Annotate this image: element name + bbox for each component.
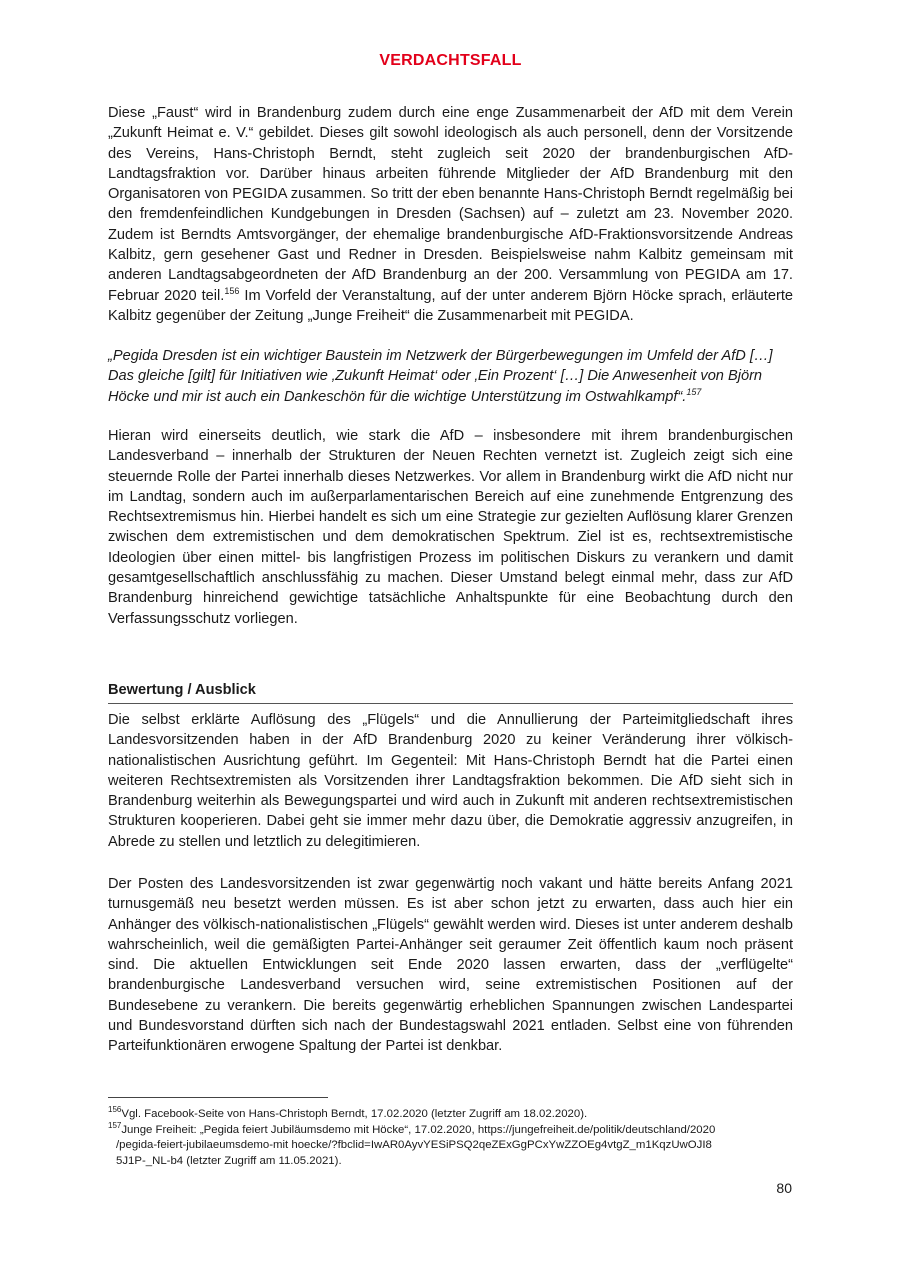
page-header-title: VERDACHTSFALL [379, 52, 522, 69]
quote-text: „Pegida Dresden ist ein wichtiger Baustein im Netzwerk der Bürgerbewegungen im Umfeld der AfD […] Das gleiche [gilt] für Initiativen wie ‚Zukunft Heimat‘ oder ‚Ein Prozent‘ […] Die Anwesenheit von Björn Höcke und mir ist auch ein Dankeschön für die wichtige Unterstützung im Ostwahlkampf“. [108, 348, 773, 405]
page-number: 80 [776, 1180, 792, 1196]
paragraph-vernetzung [108, 426, 793, 629]
paragraph-text: Hieran wird einerseits deutlich, wie stark die AfD – insbesondere mit ihrem brandenburgischen Landesverband – innerhalb der Strukturen der Neuen Rechten vernetzt ist. Zugleich zeigt sich eine steuernde Rolle der Partei innerhalb dieses Netzwerkes. Vor allem in Brandenburg wirkt die AfD nicht nur im Landtag, sondern auch im außerparlamentarischen Bereich auf eine zunehmende Entgrenzung des Rechtsextremismus hin. Hierbei handelt es sich um eine Strategie zur gezielten Auflösung klarer Grenzen zwischen dem extremistischen und dem demokratischen Spektrum. Ziel ist es, rechtsextremistische Ideologien über einen mittel- bis langfristigen Prozess im politischen Diskurs zu verankern und damit gesamtgesellschaftlich anschlussfähig zu machen. Dieser Umstand belegt einmal mehr, dass zur AfD Brandenburg hinreichend gewichtige tatsächliche Anhaltspunkte für eine Beobachtung durch den Verfassungsschutz vorliegen. [108, 428, 793, 627]
footnote-156 [108, 1107, 793, 1123]
footnote-ref-157[interactable]: 157 [686, 386, 702, 397]
footnote-157-continued: 5J1P-_NL-b4 (letzter Zugriff am 11.05.2021). [116, 1154, 342, 1167]
paragraph-bewertung [108, 710, 793, 852]
footnote-157-url-continued[interactable]: /pegida-feiert-jubilaeumsdemo-mit hoecke/?fbclid=IwAR0AyvYESiPSQ2qeZExGgPCxYwZZOEg4vtgZ_m1KqzUwOJI8 [116, 1139, 712, 1151]
paragraph-text-continued: Im Vorfeld der Veranstaltung, auf der unter anderem Björn Höcke sprach, erläuterte Kalbitz gegenüber der Zeitung „Junge Freiheit“ die Zusammenarbeit mit PEGIDA. [108, 287, 793, 324]
footnote-text: Vgl. Facebook-Seite von Hans-Christoph Berndt, 17.02.2020 (letzter Zugriff am 18.02.2020). [121, 1108, 588, 1120]
footnotes [108, 1107, 793, 1169]
paragraph-text: Der Posten des Landesvorsitzenden ist zwar gegenwärtig noch vakant und hätte bereits Anfang 2021 turnusgemäß neu besetzt werden müssen. Es ist aber schon jetzt zu erwarten, dass auch hier ein Anhänger des völkisch-nationalistischen „Flügels“ gewählt werden wird. Dieses ist unter anderem deshalb wahrscheinlich, weil die gemäßigten Partei-Anhänger seit geraumer Zeit öffentlich kaum noch präsent sind. Die aktuellen Entwicklungen seit Ende 2020 lassen erwarten, dass der „verflügelte“ brandenburgische Landesverband versuchen wird, seine extremistischen Positionen auf der Bundesebene zu verankern. Die bereits gegenwärtig erheblichen Spannungen zwischen Landespartei und Bundesvorstand dürften sich nach der Bundestagswahl 2021 entladen. Selbst eine von führenden Parteifunktionären erwogene Spaltung der Partei ist denkbar. [108, 876, 793, 1055]
footnote-ref-156[interactable]: 156 [224, 285, 240, 296]
paragraph-text: Die selbst erklärte Auflösung des „Flügels“ und die Annullierung der Parteimitgliedschaft ihres Landesvorsitzenden haben in der AfD Brandenburg 2020 zu keiner Veränderung ihrer völkisch-nationalistischen Ausrichtung geführt. Im Gegenteil: Mit Hans-Christoph Berndt hat die Partei einen weiteren Rechtsextremisten als Vorsitzenden ihrer Landtagsfraktion bekommen. Die AfD sieht sich in Brandenburg weiterhin als Bewegungspartei und wird auch in Zukunft mit anderen rechtsextremistischen Strukturen kooperieren. Dabei geht sie immer mehr dazu über, die Demokratie aggressiv anzugreifen, in Abrede zu stellen und letztlich zu delegitimieren. [108, 712, 793, 850]
paragraph-text: Diese „Faust“ wird in Brandenburg zudem durch eine enge Zusammenarbeit der AfD mit dem Verein „Zukunft Heimat e. V.“ gebildet. Dieses gilt sowohl ideologisch als auch personell, denn der Vorsitzende des Vereins, Hans-Christoph Berndt, steht zugleich seit 2020 der brandenburgischen AfD-Landtagsfraktion vor. Darüber hinaus arbeiten führende Mitglieder der AfD Brandenburg mit den Organisatoren von PEGIDA zusammen. So tritt der eben benannte Hans-Christoph Berndt regelmäßig bei den fremdenfeindlichen Kundgebungen in Dresden (Sachsen) auf – zuletzt am 23. November 2020. Zudem ist Berndts Amtsvorgänger, der ehemalige brandenburgische AfD-Fraktionsvorsitzende Andreas Kalbitz, gern gesehener Gast und Redner in Dresden. Beispielsweise nahm Kalbitz gemeinsam mit anderen Landtagsabgeordneten der AfD Brandenburg an der 200. Versammlung von PEGIDA am 17. Februar 2020 teil. [108, 105, 793, 304]
footnote-divider [108, 1097, 328, 1098]
footnote-number: 156 [108, 1105, 122, 1115]
footnote-text[interactable]: Junge Freiheit: „Pegida feiert Jubiläumsdemo mit Höcke“, 17.02.2020, https://jungefreiheit.de/politik/deutschland/2020 [121, 1123, 716, 1136]
paragraph-faust-zusammenarbeit [108, 103, 793, 326]
footnote-157 [108, 1120, 793, 1139]
footnote-number: 157 [108, 1120, 122, 1130]
paragraph-ausblick [108, 874, 793, 1057]
quote-kalbitz [108, 346, 793, 407]
section-heading-bewertung: Bewertung / Ausblick [108, 680, 793, 704]
